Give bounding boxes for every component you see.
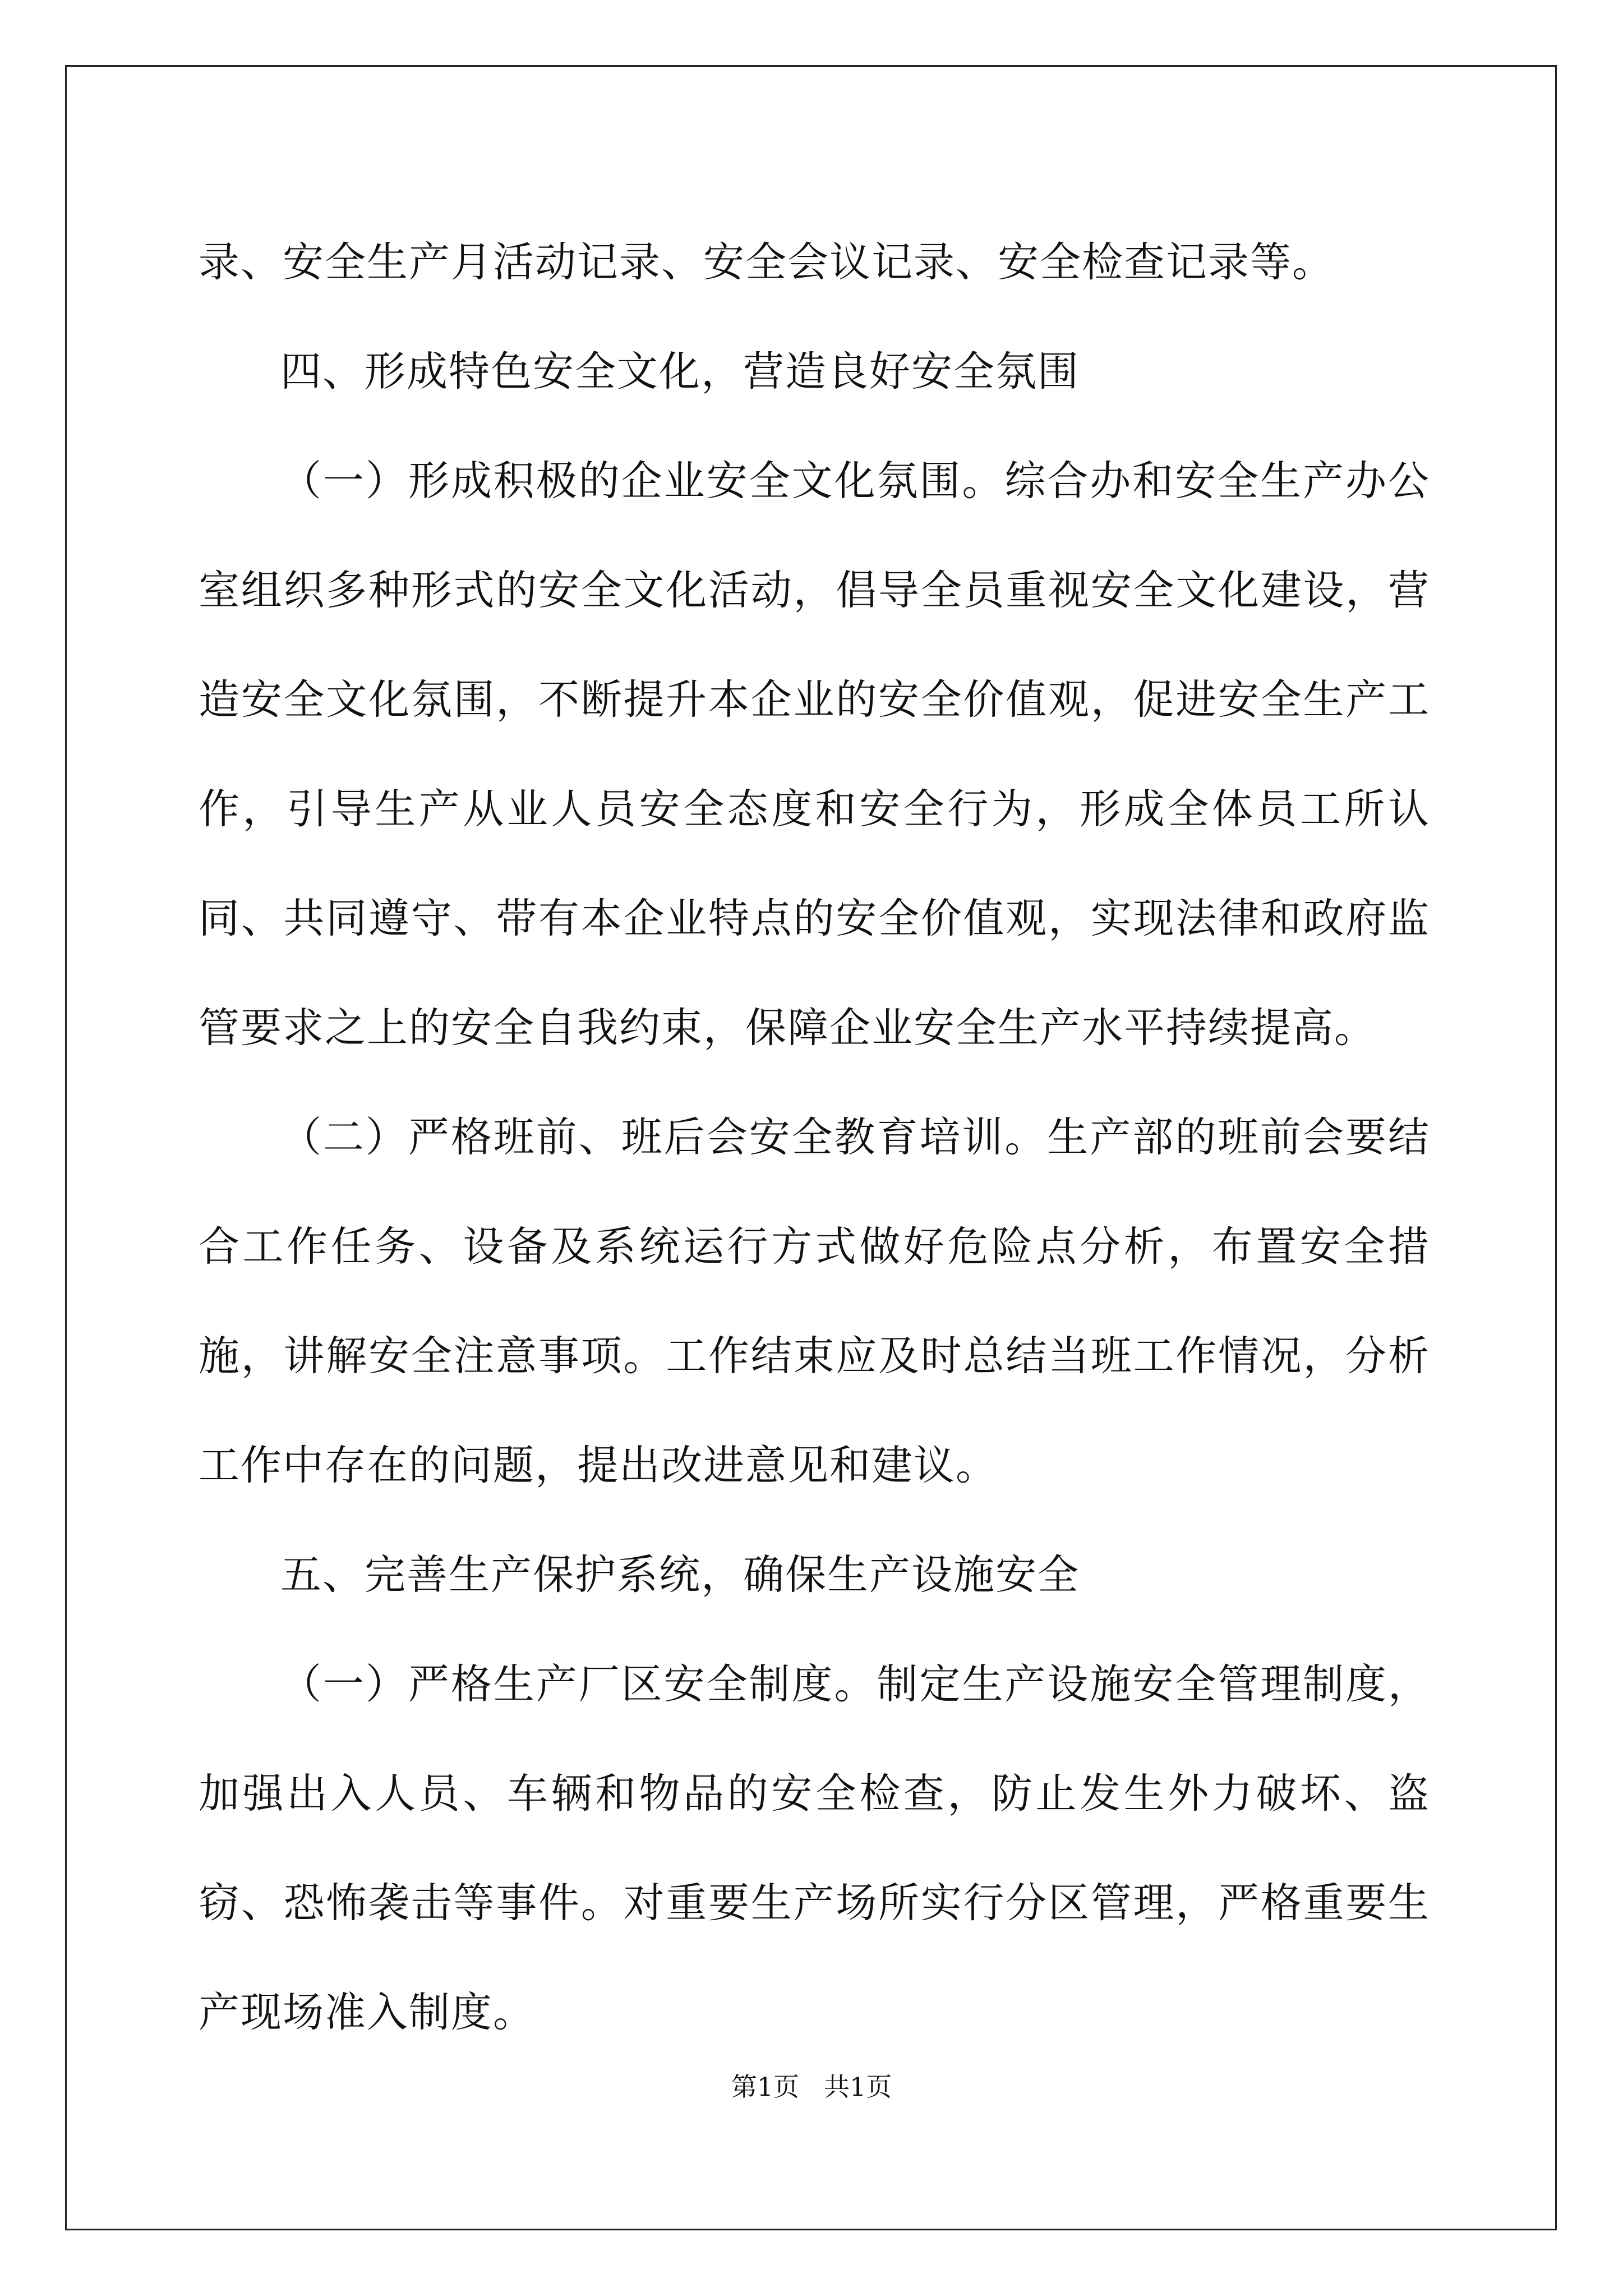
page-total: 共1页 (823, 2072, 892, 2102)
paragraph-safety-culture-atmosphere: （一）形成积极的企业安全文化氛围。综合办和安全生产办公室组织多种形式的安全文化活动，倡导全员重视安全文化建设，营造安全文化氛围，不断提升本企业的安全价值观，促进安全生产工作，引导生产从业人员安全态度和安全行为，形成全体员工所认同、共同遵守、带有本企业特点的安全价值观，实现法律和政府监管要求之上的安全自我约束，保障企业安全生产水平持续提高。 (199, 457, 1430, 1052)
section-heading-production-protection: 五、完善生产保护系统，确保生产设施安全 (280, 1551, 1080, 1599)
paragraph-records-continuation: 录、安全生产月活动记录、安全会议记录、安全检查记录等。 (199, 238, 1334, 286)
page-footer (0, 2070, 1623, 2104)
document-body (199, 208, 1430, 2067)
paragraph-plant-safety-rules: （一）严格生产厂区安全制度。制定生产设施安全管理制度，加强出入人员、车辆和物品的安全检查，防止发生外力破坏、盗窃、恐怖袭击等事件。对重要生产场所实行分区管理，严格重要生产现场准入制度。 (199, 1660, 1430, 2036)
section-heading-safety-culture: 四、形成特色安全文化，营造良好安全氛围 (280, 348, 1080, 395)
page-number: 第1页 (731, 2072, 800, 2102)
paragraph-shift-meeting-training: （二）严格班前、班后会安全教育培训。生产部的班前会要结合工作任务、设备及系统运行方式做好危险点分析，布置安全措施，讲解安全注意事项。工作结束应及时总结当班工作情况，分析工作中存在的问题，提出改进意见和建议。 (199, 1114, 1430, 1489)
